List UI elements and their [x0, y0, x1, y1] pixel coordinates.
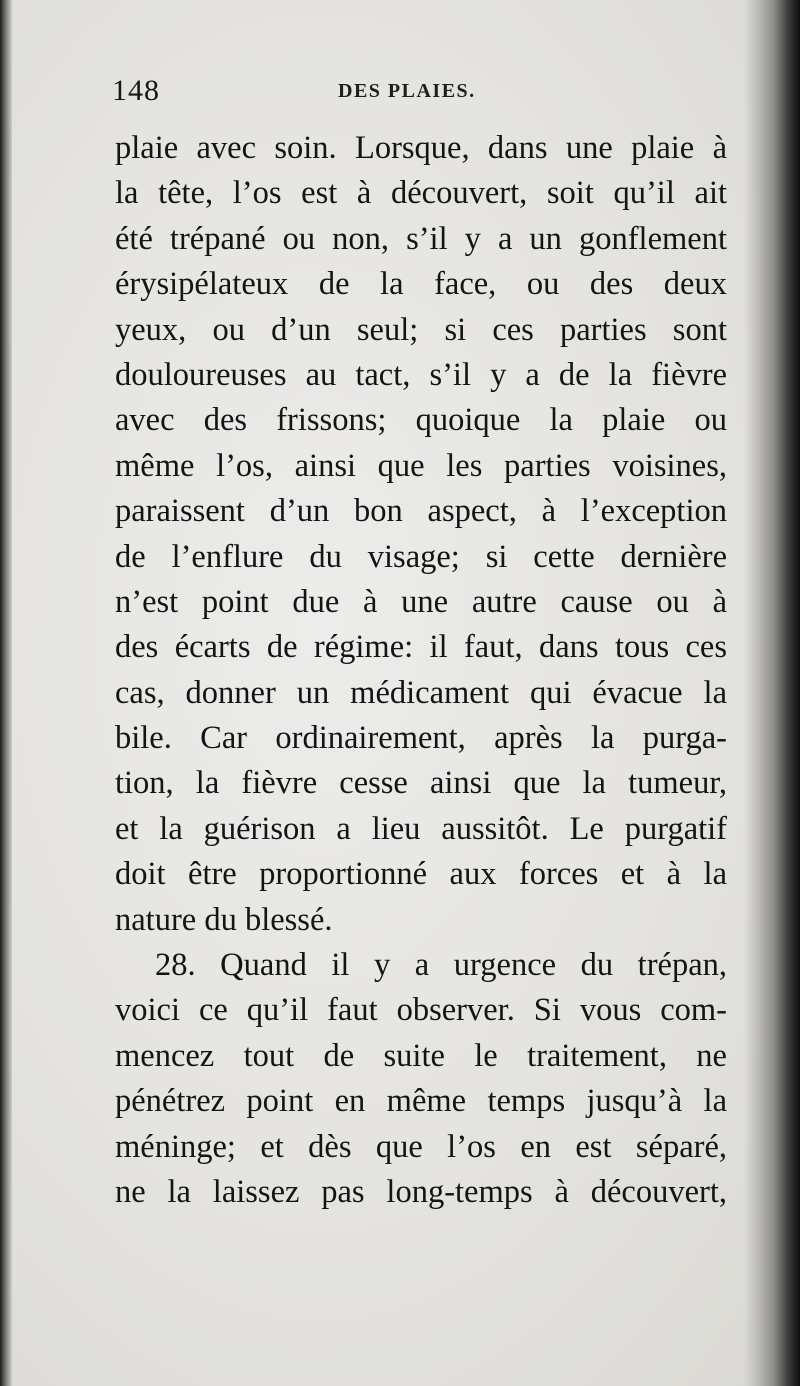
- text-line: yeux, ou d’un seul; si ces parties sont: [115, 311, 727, 348]
- page-header: [112, 72, 552, 108]
- page-number: 148: [112, 74, 160, 107]
- page-edge-shadow: [744, 0, 800, 1386]
- text-line: été trépané ou non, s’il y a un gonflement: [115, 220, 727, 257]
- paragraph-start-line: 28. Quand il y a urgence du trépan,: [155, 947, 727, 984]
- text-line: douloureuses au tact, s’il y a de la fièvre: [115, 356, 727, 393]
- body-text: [115, 126, 727, 1215]
- text-line: voici ce qu’il faut observer. Si vous com-: [115, 992, 727, 1029]
- text-line: plaie avec soin. Lorsque, dans une plaie à: [115, 130, 727, 166]
- text-line: érysipélateux de la face, ou des deux: [115, 266, 727, 303]
- text-line: de l’enflure du visage; si cette dernière: [115, 538, 727, 575]
- text-line: ne la laissez pas long-temps à découvert,: [115, 1173, 727, 1210]
- text-line: n’est point due à une autre cause ou à: [115, 583, 727, 620]
- text-line: cas, donner un médicament qui évacue la: [115, 674, 727, 711]
- text-line: bile. Car ordinairement, après la purga-: [115, 720, 727, 757]
- text-line: doit être proportionné aux forces et à la: [115, 856, 727, 893]
- text-line: tion, la fièvre cesse ainsi que la tumeur,: [115, 765, 727, 802]
- text-line: pénétrez point en même temps jusqu’à la: [115, 1083, 727, 1120]
- text-line: mencez tout de suite le traitement, ne: [115, 1037, 727, 1074]
- paragraph-end-line: nature du blessé.: [115, 901, 333, 938]
- text-line: même l’os, ainsi que les parties voisines,: [115, 447, 727, 484]
- text-line: paraissent d’un bon aspect, à l’exception: [115, 493, 727, 530]
- text-line: méninge; et dès que l’os en est séparé,: [115, 1128, 727, 1165]
- text-line: et la guérison a lieu aussitôt. Le purgatif: [115, 810, 727, 847]
- running-head: DES PLAIES.: [338, 80, 476, 102]
- page-gutter-shadow: [0, 0, 12, 1386]
- text-line: des écarts de régime: il faut, dans tous ces: [115, 629, 727, 666]
- text-line: la tête, l’os est à découvert, soit qu’il ait: [115, 175, 727, 212]
- text-line: avec des frissons; quoique la plaie ou: [115, 402, 727, 439]
